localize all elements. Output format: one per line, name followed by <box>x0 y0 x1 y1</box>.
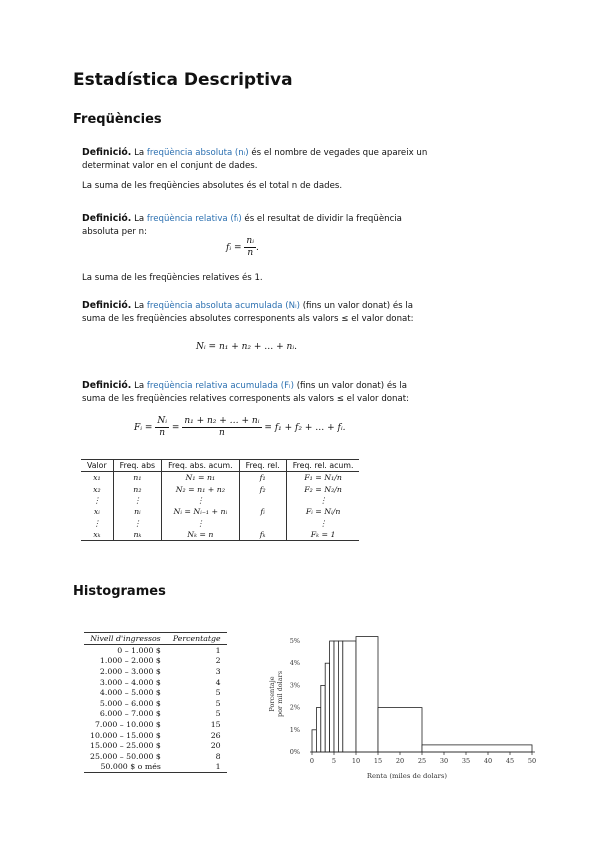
table-row <box>84 677 227 688</box>
formula-lhs: fᵢ = <box>226 243 242 253</box>
definition-relative-frequency <box>82 213 432 238</box>
histogram-bar <box>312 730 316 752</box>
table-cell: 3 <box>215 666 221 676</box>
table-cell: 1.000 – 2.000 $ <box>99 656 161 666</box>
table-cell: 4 <box>215 677 221 687</box>
table-cell: ⋮ <box>113 495 161 506</box>
table-header-row <box>81 460 359 472</box>
table-cell: nᵢ <box>113 506 161 517</box>
definition-pre: La <box>134 381 145 391</box>
x-tick-label: 30 <box>439 757 449 765</box>
income-table-body <box>84 645 227 773</box>
column-header: Freq. rel. acum. <box>286 460 359 472</box>
table-cell: 20 <box>210 741 221 751</box>
table-cell: Fₖ = 1 <box>286 529 359 541</box>
table-row <box>84 666 227 677</box>
definition-absolute-frequency <box>82 147 432 172</box>
section-title-histograms: Histogrames <box>73 584 166 599</box>
table-cell: ⋮ <box>92 496 101 506</box>
x-tick-label: 20 <box>395 757 405 765</box>
definition-term: freqüència relativa acumulada (Fᵢ) <box>146 381 294 391</box>
table-cell: ⋮ <box>162 495 239 506</box>
table-row <box>84 740 227 751</box>
formula-rest: = f₁ + f₂ + … + fᵢ. <box>264 423 346 433</box>
table-cell: 1 <box>167 762 227 773</box>
histogram-bar <box>316 708 320 752</box>
x-tick-label: 40 <box>483 757 493 765</box>
table-row <box>81 484 359 495</box>
table-cell: 5 <box>215 698 221 708</box>
table-cell: ⋮ <box>113 517 161 528</box>
formula-relative-frequency <box>226 236 259 259</box>
table-cell: ⋮ <box>92 518 101 528</box>
definition-pre: La <box>134 214 145 224</box>
y-tick-label: 0% <box>289 748 300 756</box>
y-tick-label: 5% <box>289 637 300 645</box>
definition-pre: La <box>134 301 145 311</box>
y-tick-label: 1% <box>289 725 300 734</box>
table-cell: 1 <box>215 645 221 655</box>
denominator: n <box>219 428 225 438</box>
table-row <box>84 762 227 773</box>
table-cell: 2 <box>215 656 221 666</box>
y-axis-label: por mil dolars <box>276 670 284 718</box>
column-header: Freq. rel. <box>239 460 286 472</box>
table-row <box>81 495 359 506</box>
note-sum-absolute: La suma de les freqüències absolutes és el total n de dades. <box>82 181 343 191</box>
table-cell: 3.000 – 4.000 $ <box>99 677 161 687</box>
table-cell: N₁ = n₁ <box>162 472 239 484</box>
histogram-bar <box>343 641 356 752</box>
table-cell: F₂ = N₂/n <box>286 484 359 495</box>
numerator: n₁ + n₂ + … + nᵢ <box>184 416 260 426</box>
table-cell: Nᵢ = Nᵢ₋₁ + nᵢ <box>162 506 239 517</box>
formula-cumulative-relative <box>134 416 346 439</box>
definition-text: és el resultat de dividir la freqüència absoluta per n: <box>82 214 402 237</box>
column-header: Percentatge <box>167 633 227 645</box>
table-cell: 15 <box>210 719 221 729</box>
income-table <box>84 632 227 773</box>
table-row <box>81 529 359 541</box>
table-cell: ⋮ <box>286 495 359 506</box>
definition-text: és el nombre de vegades que apareix un determinat valor en el conjunt de dades. <box>82 148 428 171</box>
table-row <box>84 719 227 730</box>
formula-lhs: Fᵢ = <box>134 423 153 433</box>
income-histogram <box>262 630 552 790</box>
table-cell: fᵢ <box>239 506 286 517</box>
x-tick-label: 5 <box>331 757 337 765</box>
table-cell: 50.000 $ o més <box>84 762 167 773</box>
table-cell: 7.000 – 10.000 $ <box>94 719 161 729</box>
table-row <box>81 517 359 528</box>
numerator: nᵢ <box>246 236 255 246</box>
definition-cumulative-absolute <box>82 300 427 325</box>
histogram-bar <box>356 637 378 752</box>
table-cell: 0 – 1.000 $ <box>117 645 161 655</box>
histogram-bar <box>338 641 342 752</box>
x-tick-label: 50 <box>527 757 537 765</box>
definition-term: freqüència relativa (fᵢ) <box>146 214 242 224</box>
formula-end: . <box>256 243 259 253</box>
histogram-bar <box>321 685 325 752</box>
note-sum-relative: La suma de les freqüències relatives és 1. <box>82 273 263 283</box>
table-cell <box>239 495 286 506</box>
table-cell: ⋮ <box>162 517 239 528</box>
definition-pre: La <box>134 148 145 158</box>
table-cell: 8 <box>215 751 221 761</box>
table-cell: x₂ <box>93 484 101 494</box>
table-cell: Fᵢ = Nᵢ/n <box>286 506 359 517</box>
column-header: Freq. abs <box>113 460 161 472</box>
x-tick-label: 25 <box>417 757 427 765</box>
fraction <box>155 416 169 439</box>
table-cell: 2.000 – 3.000 $ <box>99 666 161 676</box>
formula-cumulative-absolute: Nᵢ = n₁ + n₂ + … + nᵢ. <box>196 342 298 352</box>
table-cell: f₂ <box>239 484 286 495</box>
table-cell: n₂ <box>113 484 161 495</box>
frequency-table <box>81 459 359 541</box>
histogram-bars <box>312 637 532 752</box>
table-cell: f₁ <box>239 472 286 484</box>
definition-label: Definició. <box>82 380 132 391</box>
table-cell: 5 <box>215 709 221 719</box>
numerator: Nᵢ <box>157 416 168 426</box>
column-header: Nivell d'ingressos <box>84 633 167 645</box>
table-cell: 15.000 – 25.000 $ <box>90 741 161 751</box>
table-row <box>84 709 227 720</box>
table-row <box>84 730 227 741</box>
x-axis-label: Renta (miles de dolars) <box>366 772 448 780</box>
table-row <box>84 698 227 709</box>
table-cell: 5 <box>215 688 221 698</box>
definition-term: freqüència absoluta (nᵢ) <box>146 148 249 158</box>
x-tick-label: 0 <box>309 757 315 765</box>
table-cell: 10.000 – 15.000 $ <box>90 730 161 740</box>
table-cell: 5.000 – 6.000 $ <box>99 698 161 708</box>
y-tick-label: 4% <box>289 659 300 668</box>
histogram-bar <box>378 708 422 752</box>
table-cell: F₁ = N₁/n <box>286 472 359 484</box>
x-tick-label: 35 <box>461 757 471 765</box>
table-row <box>84 645 227 656</box>
table-row <box>81 472 359 484</box>
fraction <box>182 416 261 439</box>
histogram-bar <box>422 745 532 752</box>
table-cell: ⋮ <box>286 517 359 528</box>
table-row <box>81 506 359 517</box>
formula-equals: = <box>171 423 180 433</box>
table-cell: N₂ = n₁ + n₂ <box>162 484 239 495</box>
column-header: Freq. abs. acum. <box>162 460 239 472</box>
table-row <box>84 656 227 667</box>
table-cell: 26 <box>210 730 221 740</box>
histogram-bar <box>325 663 329 752</box>
definition-label: Definició. <box>82 147 132 158</box>
section-title-frequencies: Freqüències <box>73 112 162 127</box>
x-tick-label: 15 <box>373 757 383 765</box>
x-tick-label: 45 <box>505 757 515 765</box>
table-cell: xᵢ <box>93 507 100 517</box>
table-cell <box>239 517 286 528</box>
definition-term: freqüència absoluta acumulada (Nᵢ) <box>146 301 300 311</box>
histogram-bar <box>334 641 338 752</box>
y-axis-label: Porcentaje <box>268 676 276 712</box>
table-row <box>84 687 227 698</box>
denominator: n <box>247 248 254 258</box>
page-title: Estadística Descriptiva <box>73 70 293 90</box>
table-cell: n₁ <box>113 472 161 484</box>
table-row <box>84 751 227 762</box>
definition-label: Definició. <box>82 300 132 311</box>
definition-text: (fins un valor donat) és la suma de les freqüències absolutes corresponents als valors ≤ el valor donat: <box>82 301 414 324</box>
table-cell: nₖ <box>113 529 161 541</box>
definition-text: (fins un valor donat) és la suma de les freqüències relatives corresponents als valors ≤ el valor donat: <box>82 381 410 404</box>
table-cell: fₖ <box>239 529 286 541</box>
fraction <box>244 236 256 259</box>
denominator: n <box>159 428 166 438</box>
frequency-table-body <box>81 472 359 541</box>
column-header: Valor <box>81 460 113 472</box>
y-tick-label: 3% <box>289 681 300 690</box>
histogram-bar <box>330 641 334 752</box>
definition-cumulative-relative <box>82 380 427 405</box>
table-cell: xₖ <box>81 529 113 541</box>
table-cell: 6.000 – 7.000 $ <box>99 709 161 719</box>
definition-label: Definició. <box>82 213 132 224</box>
table-header-row <box>84 633 227 645</box>
table-cell: Nₖ = n <box>162 529 239 541</box>
x-tick-label: 10 <box>351 757 361 765</box>
table-cell: 4.000 – 5.000 $ <box>99 688 161 698</box>
y-tick-label: 2% <box>289 703 300 712</box>
table-cell: x₁ <box>93 473 101 483</box>
table-cell: 25.000 – 50.000 $ <box>90 751 161 761</box>
